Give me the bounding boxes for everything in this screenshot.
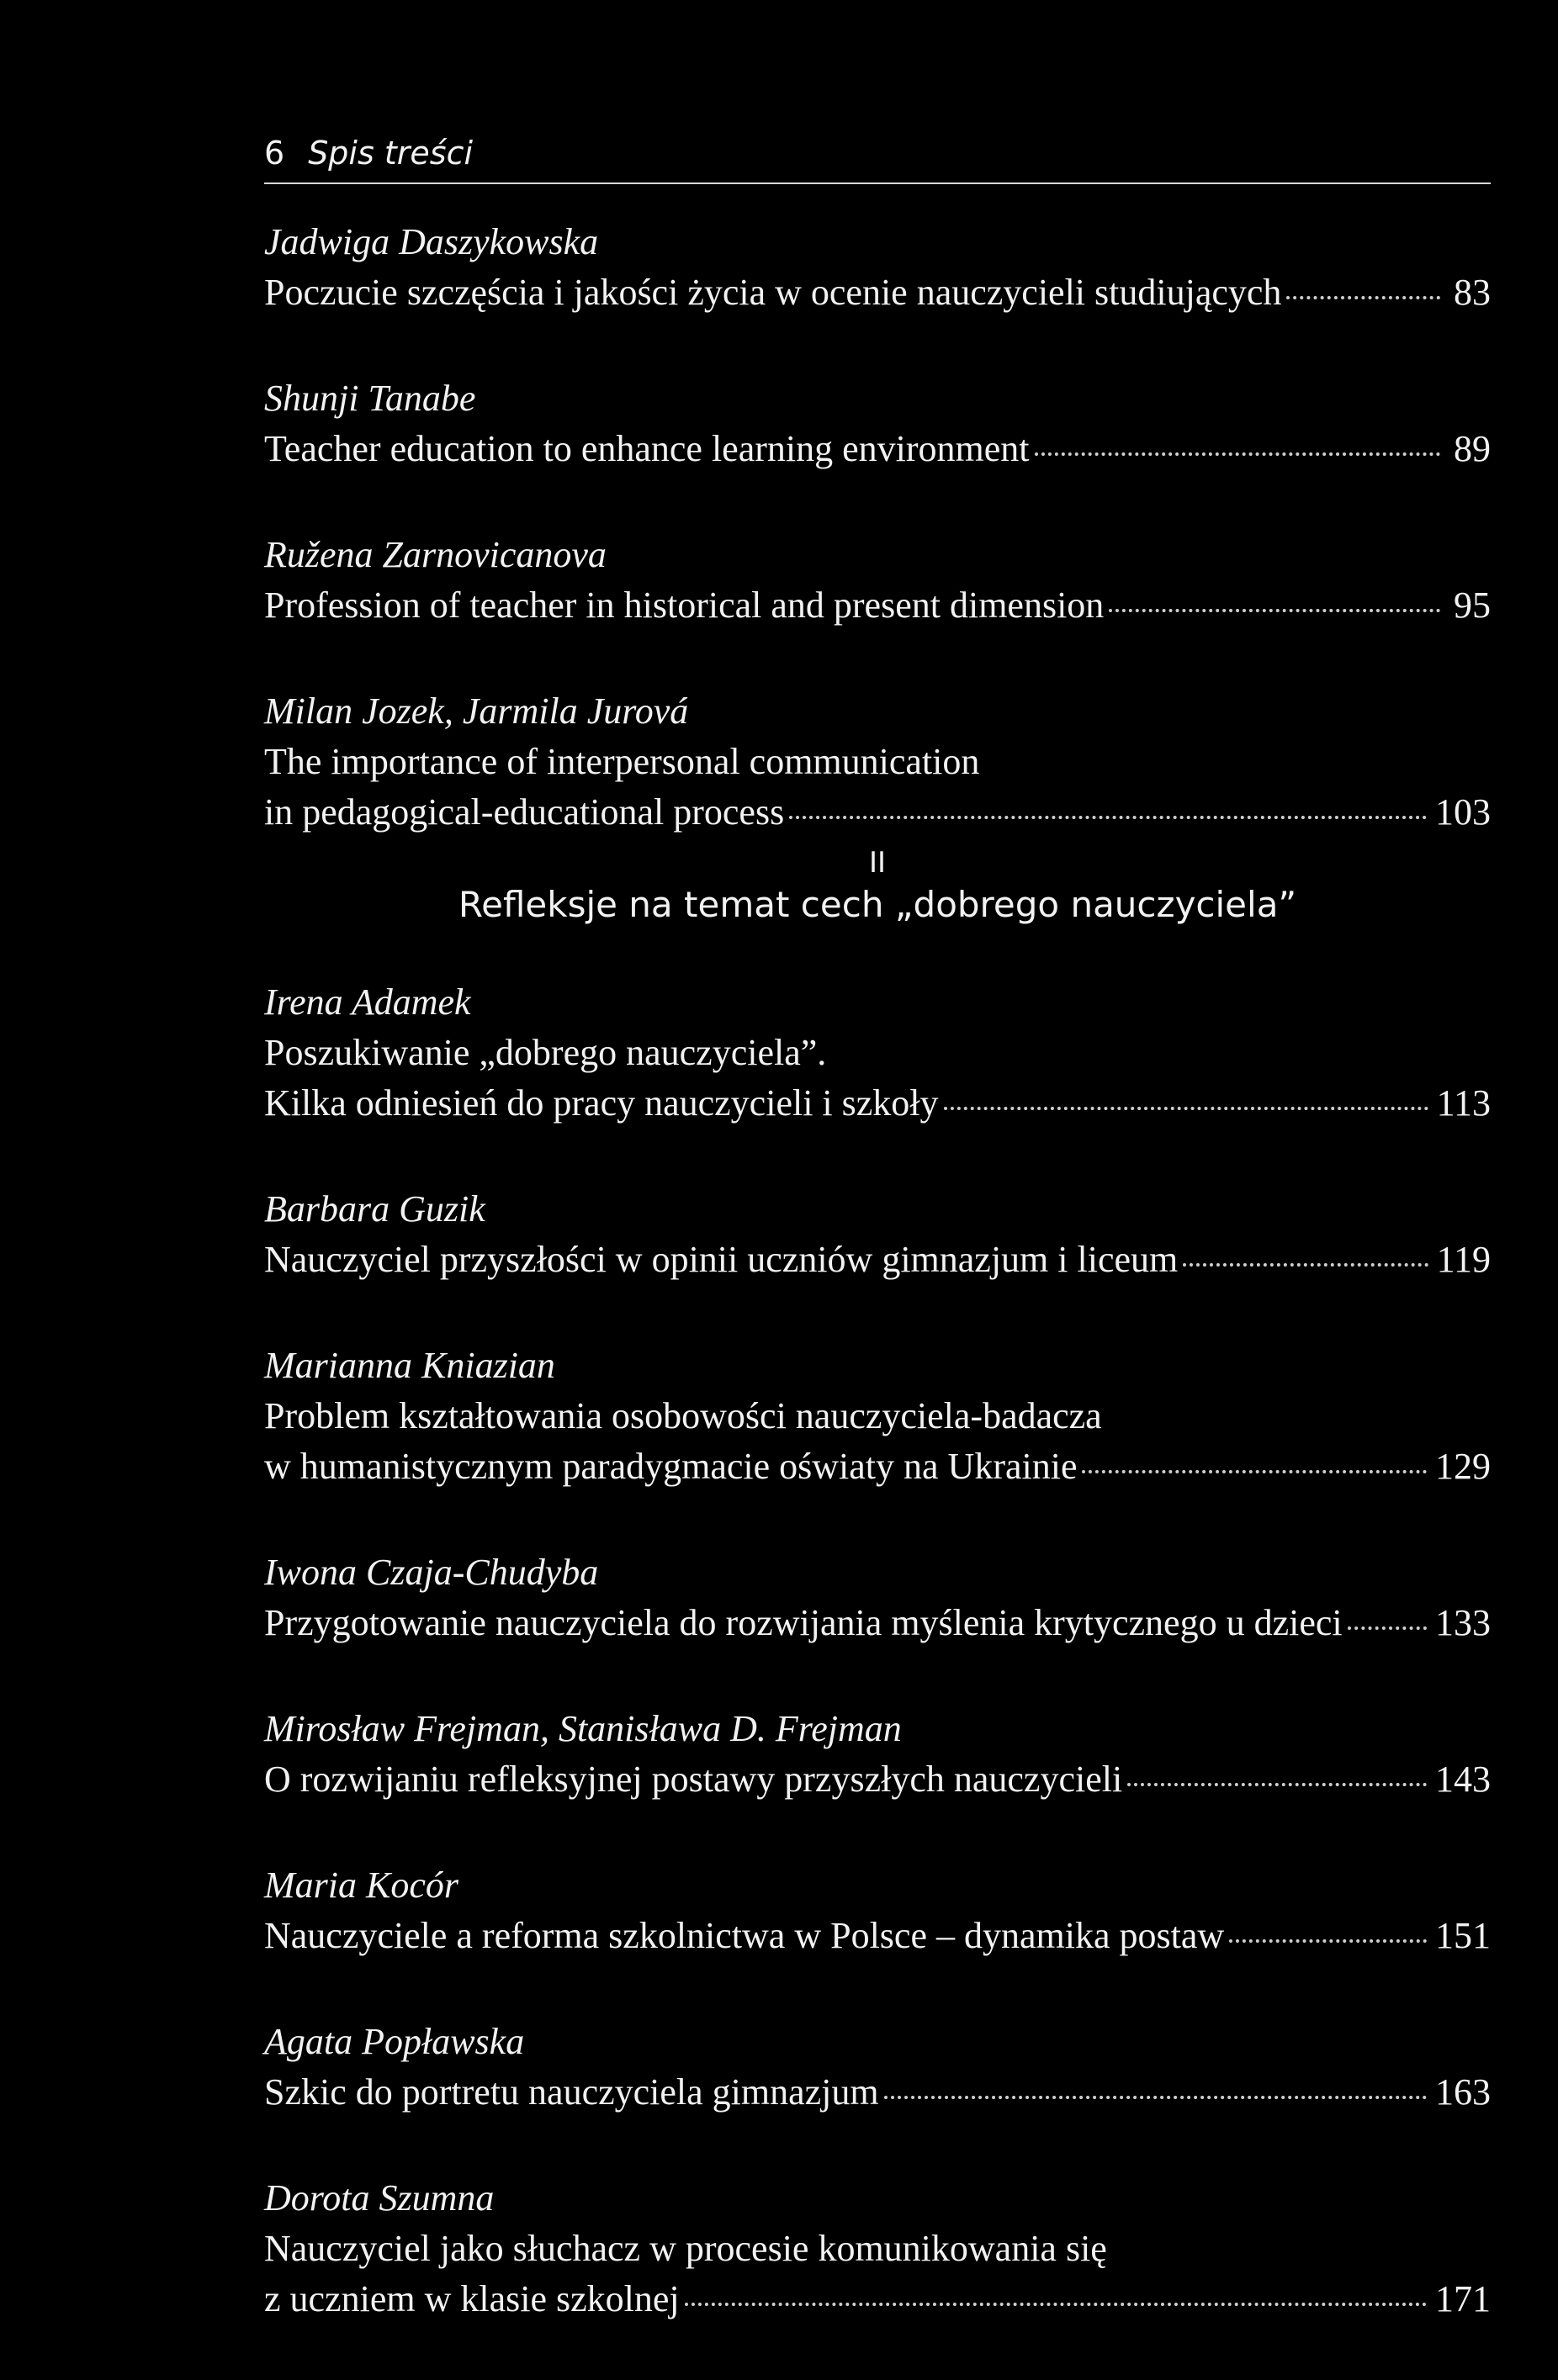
page-number: 6 xyxy=(264,135,285,172)
dot-leader xyxy=(1229,1939,1427,1943)
entry-title-line xyxy=(264,267,1491,318)
entry-author: Shunji Tanabe xyxy=(264,378,476,419)
toc-entry xyxy=(264,530,1491,631)
entry-author: Milan Jozek, Jarmila Jurová xyxy=(264,690,689,732)
entry-author: Irena Adamek xyxy=(264,981,471,1023)
toc-entry xyxy=(264,373,1491,474)
entry-page-number: 151 xyxy=(1435,1915,1491,1956)
entry-title-line xyxy=(264,737,1491,787)
toc-list-lower xyxy=(264,977,1491,2380)
toc-entry xyxy=(264,1547,1491,1648)
toc-entry xyxy=(264,1860,1491,1961)
toc-entry xyxy=(264,1341,1491,1492)
entry-title-line xyxy=(264,1028,1491,1078)
entry-title-line xyxy=(264,1391,1491,1441)
toc-entry xyxy=(264,977,1491,1129)
entry-title-text: Kilka odniesień do pracy nauczycieli i szkoły xyxy=(264,1082,939,1124)
entry-title-text: Przygotowanie nauczyciela do rozwijania myślenia krytycznego u dzieci xyxy=(264,1602,1343,1643)
entry-page-number: 129 xyxy=(1435,1446,1491,1487)
entry-title-line xyxy=(264,2274,1491,2324)
entry-page-number: 133 xyxy=(1435,1602,1491,1643)
entry-title-text: Nauczyciel przyszłości w opinii uczniów gimnazjum i liceum xyxy=(264,1239,1179,1280)
dot-leader xyxy=(1082,1470,1427,1473)
running-title: Spis treści xyxy=(308,135,474,172)
entry-author: Jadwiga Daszykowska xyxy=(264,221,599,262)
dot-leader xyxy=(1109,609,1440,612)
entry-title-text: Poczucie szczęścia i jakości życia w ocenie nauczycieli studiujących xyxy=(264,272,1282,313)
dot-leader xyxy=(1348,1626,1427,1630)
entry-title-text: z uczniem w klasie szkolnej xyxy=(264,2278,680,2319)
entry-page-number: 113 xyxy=(1436,1082,1491,1124)
entry-title-line xyxy=(264,1754,1491,1805)
entry-title-line xyxy=(264,1078,1491,1129)
entry-page-number: 89 xyxy=(1454,428,1491,469)
dot-leader xyxy=(1035,452,1441,456)
entry-title-line xyxy=(264,1598,1491,1648)
toc-entry xyxy=(264,1184,1491,1285)
entry-title-text: Szkic do portretu nauczyciela gimnazjum xyxy=(264,2071,879,2113)
header-rule xyxy=(264,182,1491,184)
section-number: II xyxy=(868,846,887,880)
entry-title-line xyxy=(264,787,1491,838)
entry-author: Dorota Szumna xyxy=(264,2177,495,2219)
dot-leader xyxy=(789,816,1427,819)
dot-leader xyxy=(1286,296,1440,299)
entry-author: Mirosław Frejman, Stanisława D. Frejman xyxy=(264,1708,902,1749)
entry-author: Iwona Czaja-Chudyba xyxy=(264,1552,599,1593)
entry-author: Ružena Zarnovicanova xyxy=(264,534,607,575)
entry-title-text: Problem kształtowania osobowości nauczyciela-badacza xyxy=(264,1395,1102,1436)
entry-author: Barbara Guzik xyxy=(264,1188,485,1230)
entry-page-number: 119 xyxy=(1436,1239,1491,1280)
toc-entry xyxy=(264,686,1491,838)
entry-title-line xyxy=(264,1235,1491,1285)
entry-page-number: 171 xyxy=(1435,2278,1491,2319)
entry-page-number: 143 xyxy=(1435,1759,1491,1800)
entry-author: Agata Popławska xyxy=(264,2021,525,2062)
entry-title-text: Poszukiwanie „dobrego nauczyciela”. xyxy=(264,1032,827,1073)
toc-entry xyxy=(264,2173,1491,2324)
toc-entry xyxy=(264,217,1491,318)
entry-page-number: 163 xyxy=(1435,2071,1491,2113)
entry-title-line xyxy=(264,580,1491,631)
entry-page-number: 95 xyxy=(1454,584,1491,626)
dot-leader xyxy=(944,1107,1428,1110)
entry-author: Maria Kocór xyxy=(264,1864,458,1906)
entry-title-line xyxy=(264,2224,1491,2274)
entry-title-text: O rozwijaniu refleksyjnej postawy przyszłych nauczycieli xyxy=(264,1759,1123,1800)
entry-title-line xyxy=(264,1911,1491,1961)
entry-title-line xyxy=(264,1441,1491,1492)
dot-leader xyxy=(685,2303,1427,2306)
entry-title-text: Nauczyciel jako słuchacz w procesie komunikowania się xyxy=(264,2228,1107,2269)
entry-title-text: Nauczyciele a reforma szkolnictwa w Polsce – dynamika postaw xyxy=(264,1915,1225,1956)
entry-title-line xyxy=(264,424,1491,474)
dot-leader xyxy=(884,2096,1427,2099)
entry-title-text: Teacher education to enhance learning environment xyxy=(264,428,1030,469)
entry-author: Marianna Kniazian xyxy=(264,1345,555,1386)
entry-title-line xyxy=(264,2067,1491,2118)
entry-title-text: Profession of teacher in historical and present dimension xyxy=(264,584,1105,626)
dot-leader xyxy=(1127,1783,1427,1786)
entry-title-text: The importance of interpersonal communication xyxy=(264,741,980,782)
section-title: Refleksje na temat cech „dobrego nauczyciela” xyxy=(458,884,1297,925)
entry-page-number: 83 xyxy=(1454,272,1491,313)
toc-entry xyxy=(264,2017,1491,2118)
entry-page-number: 103 xyxy=(1435,791,1491,833)
entry-title-text: w humanistycznym paradygmacie oświaty na Ukrainie xyxy=(264,1446,1078,1487)
toc-list-upper xyxy=(264,217,1491,893)
dot-leader xyxy=(1183,1263,1428,1267)
section-heading xyxy=(264,844,1491,928)
running-header xyxy=(264,133,473,173)
toc-entry xyxy=(264,1704,1491,1805)
entry-title-text: in pedagogical-educational process xyxy=(264,791,785,833)
